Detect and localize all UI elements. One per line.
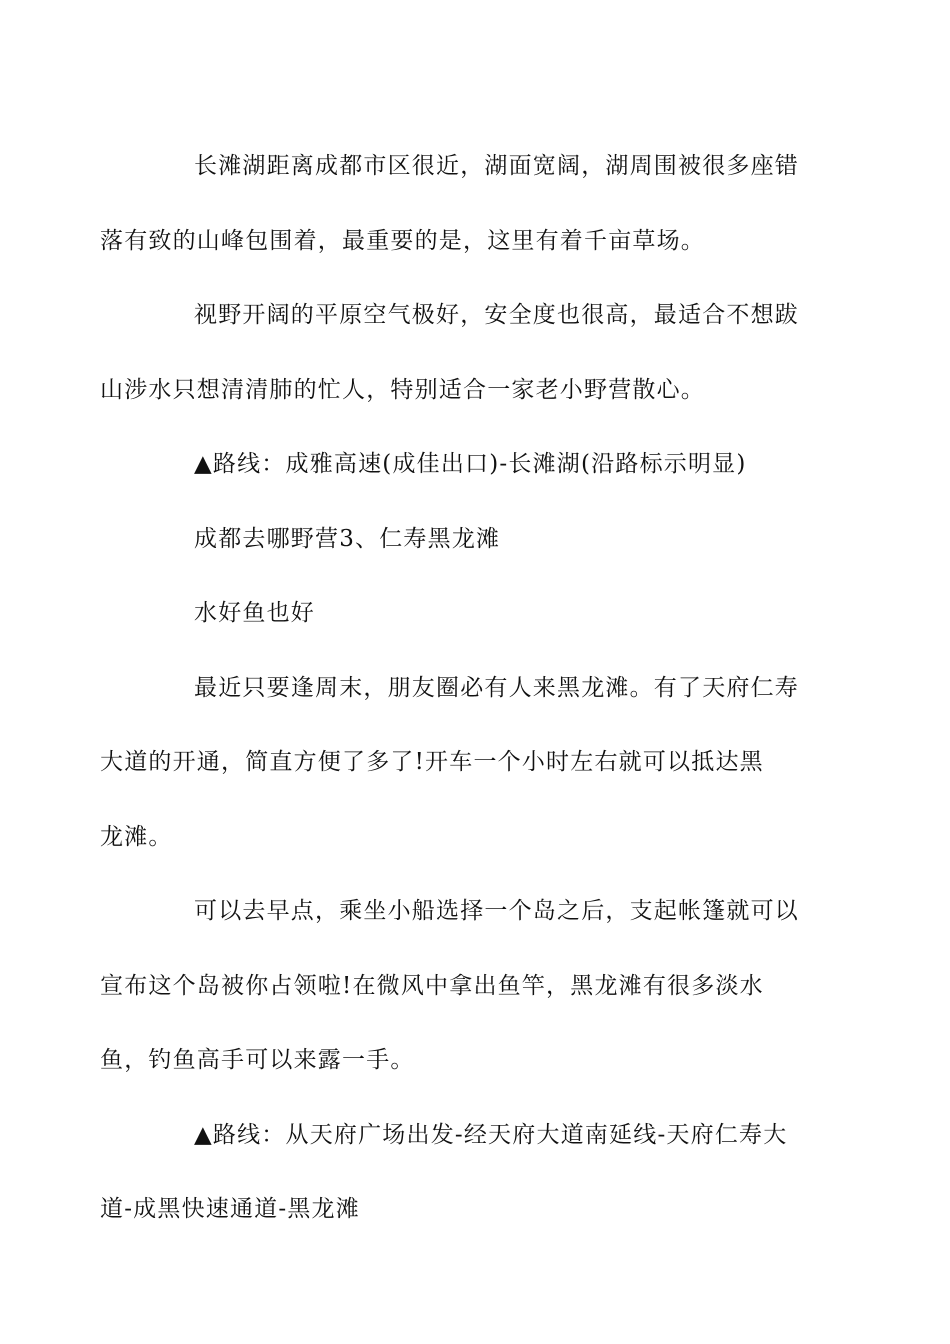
text-line: 视野开阔的平原空气极好，安全度也很高，最适合不想跋 [194, 302, 799, 328]
paragraph-changtan-lake-intro [100, 129, 807, 278]
document-body [100, 129, 807, 1247]
paragraph-heilongtan-access [100, 651, 807, 875]
text-line: 水好鱼也好 [194, 600, 315, 626]
text-line: 最近只要逢周末，朋友圈必有人来黑龙滩。有了天府仁寿 [194, 674, 799, 701]
text-line: 成都去哪野营3、仁寿黑龙滩 [194, 525, 501, 552]
text-line: 长滩湖距离成都市区很近，湖面宽阔，湖周围被很多座错 [194, 153, 799, 179]
text-line: ▲路线：成雅高速(成佳出口)-长滩湖(沿路标示明显) [194, 451, 747, 477]
text-line: 龙滩。 [100, 823, 173, 850]
subheading-heilongtan [147, 576, 807, 651]
paragraph-changtan-lake-view [100, 278, 807, 427]
section-heading-heilongtan [147, 502, 807, 577]
paragraph-heilongtan-route [100, 1098, 807, 1247]
text-line: 可以去早点，乘坐小船选择一个岛之后，支起帐篷就可以 [194, 898, 799, 924]
text-line: ▲路线：从天府广场出发-经天府大道南延线-天府仁寿大 [194, 1121, 788, 1148]
text-line: 落有致的山峰包围着，最重要的是，这里有着千亩草场。 [100, 227, 705, 254]
paragraph-heilongtan-activities [100, 874, 807, 1098]
text-line: 山涉水只想清清肺的忙人，特别适合一家老小野营散心。 [100, 376, 705, 403]
text-line: 鱼，钓鱼高手可以来露一手。 [100, 1047, 415, 1073]
paragraph-changtan-route [147, 427, 807, 502]
text-line: 道-成黑快速通道-黑龙滩 [100, 1196, 360, 1222]
text-line: 大道的开通，简直方便了多了!开车一个小时左右就可以抵达黑 [100, 749, 764, 775]
text-line: 宣布这个岛被你占领啦!在微风中拿出鱼竿，黑龙滩有很多淡水 [100, 972, 764, 999]
